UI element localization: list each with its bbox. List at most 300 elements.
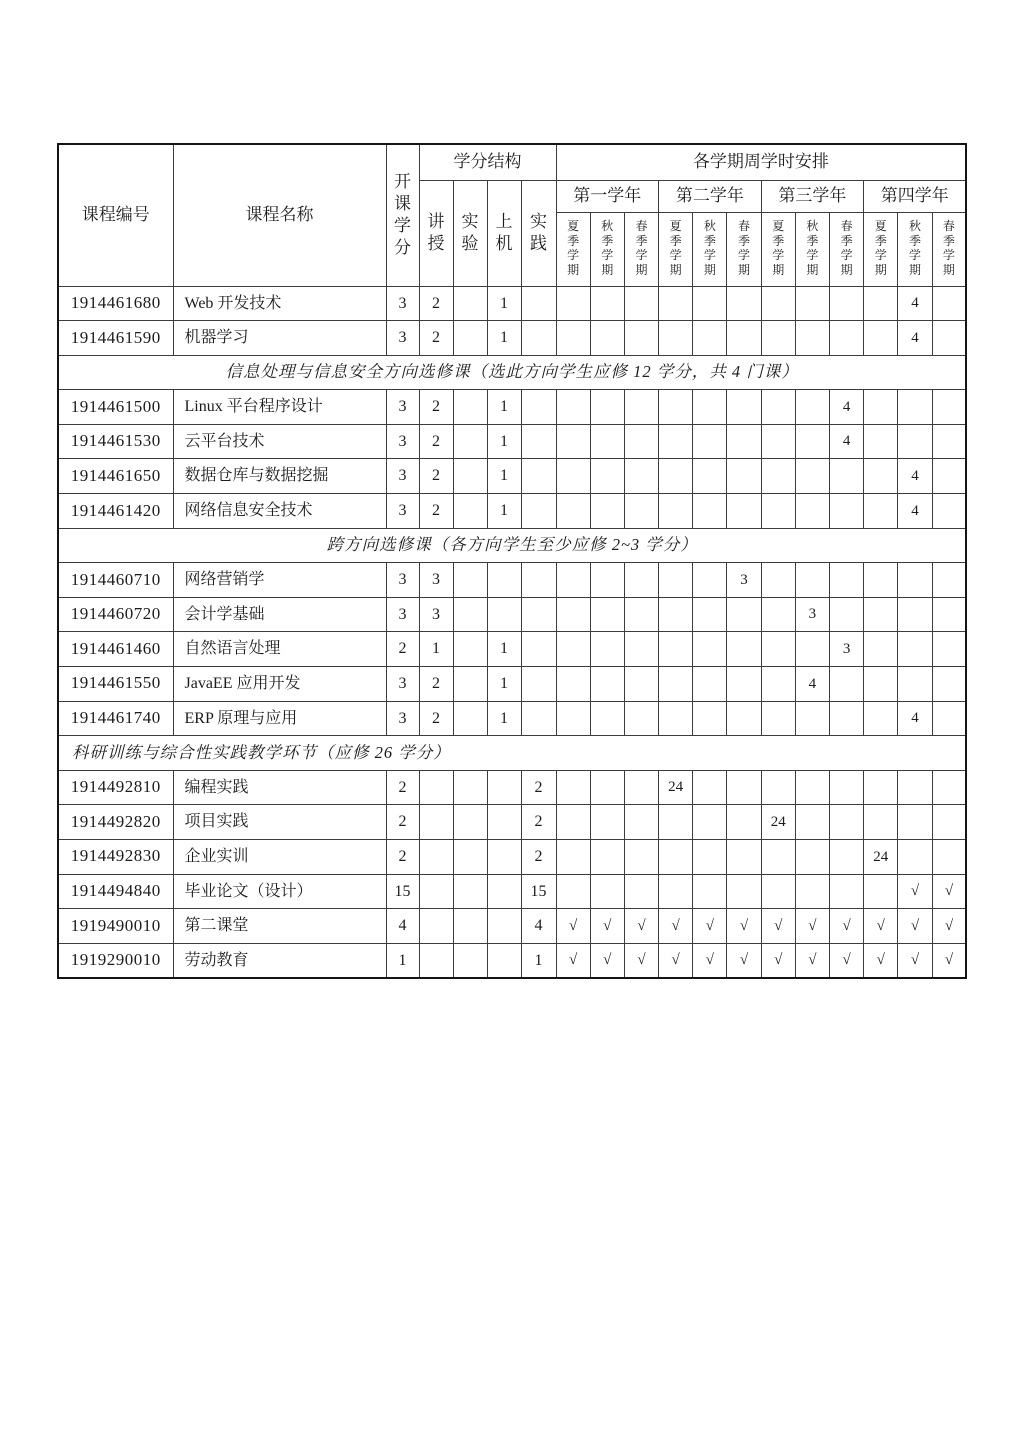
- semester-hours-cell: [727, 805, 761, 840]
- practice-credit-cell: [521, 632, 556, 667]
- course-row: [58, 494, 966, 529]
- header-lecture-label: 讲授: [427, 211, 445, 253]
- semester-hours-cell: √: [659, 909, 693, 944]
- lecture-credit-cell: [419, 874, 453, 909]
- semester-hours-cell: [898, 632, 932, 667]
- experiment-credit-cell: [453, 667, 487, 702]
- semester-hours-cell: [761, 563, 795, 598]
- semester-hours-cell: [693, 805, 727, 840]
- semester-hours-cell: [761, 701, 795, 736]
- header-semester: [727, 212, 761, 286]
- header-semester: [830, 212, 864, 286]
- semester-hours-cell: [761, 667, 795, 702]
- semester-hours-cell: [659, 597, 693, 632]
- header-semester-label: 秋季学期: [703, 219, 716, 278]
- header-practice: [521, 180, 556, 286]
- semester-hours-cell: [830, 770, 864, 805]
- semester-hours-cell: [693, 563, 727, 598]
- semester-hours-cell: [693, 632, 727, 667]
- course-id-cell: 1914492810: [58, 770, 173, 805]
- course-id-cell: 1914461460: [58, 632, 173, 667]
- semester-hours-cell: [761, 424, 795, 459]
- practice-credit-cell: 2: [521, 770, 556, 805]
- course-row: [58, 321, 966, 356]
- semester-hours-cell: [761, 494, 795, 529]
- semester-hours-cell: √: [898, 909, 932, 944]
- semester-hours-cell: [727, 667, 761, 702]
- semester-hours-cell: [693, 424, 727, 459]
- semester-hours-cell: [624, 424, 658, 459]
- semester-hours-cell: [864, 459, 898, 494]
- course-id-cell: 1914461680: [58, 286, 173, 321]
- semester-hours-cell: [590, 597, 624, 632]
- semester-hours-cell: [761, 459, 795, 494]
- credits-cell: 3: [386, 494, 419, 529]
- semester-hours-cell: [795, 286, 829, 321]
- semester-hours-cell: [659, 424, 693, 459]
- semester-hours-cell: [727, 424, 761, 459]
- semester-hours-cell: [830, 494, 864, 529]
- course-row: [58, 943, 966, 978]
- lecture-credit-cell: [419, 909, 453, 944]
- computer-credit-cell: 1: [487, 494, 521, 529]
- semester-hours-cell: [864, 632, 898, 667]
- course-name-cell: 企业实训: [173, 840, 386, 875]
- lecture-credit-cell: 2: [419, 701, 453, 736]
- practice-credit-cell: [521, 286, 556, 321]
- semester-hours-cell: [932, 459, 966, 494]
- practice-credit-cell: [521, 563, 556, 598]
- semester-hours-cell: √: [761, 943, 795, 978]
- lecture-credit-cell: 3: [419, 597, 453, 632]
- course-row: [58, 701, 966, 736]
- semester-hours-cell: [898, 667, 932, 702]
- header-semester: [864, 212, 898, 286]
- header-credit-structure: 学分结构: [419, 144, 556, 180]
- semester-hours-cell: [932, 563, 966, 598]
- semester-hours-cell: [693, 770, 727, 805]
- header-semester-label: 夏季学期: [669, 219, 682, 278]
- experiment-credit-cell: [453, 390, 487, 425]
- header-semester-label: 春季学期: [738, 219, 751, 278]
- semester-hours-cell: [590, 667, 624, 702]
- semester-hours-cell: [727, 597, 761, 632]
- semester-hours-cell: [659, 286, 693, 321]
- semester-hours-cell: [624, 840, 658, 875]
- semester-hours-cell: [932, 667, 966, 702]
- semester-hours-cell: [864, 494, 898, 529]
- semester-hours-cell: [761, 632, 795, 667]
- course-row: [58, 874, 966, 909]
- computer-credit-cell: [487, 597, 521, 632]
- semester-hours-cell: [727, 459, 761, 494]
- practice-credit-cell: [521, 321, 556, 356]
- course-row: [58, 390, 966, 425]
- credits-cell: 3: [386, 390, 419, 425]
- semester-hours-cell: [693, 390, 727, 425]
- semester-hours-cell: √: [932, 874, 966, 909]
- course-id-cell: 1914460710: [58, 563, 173, 598]
- semester-hours-cell: √: [864, 909, 898, 944]
- semester-hours-cell: 4: [898, 701, 932, 736]
- computer-credit-cell: [487, 874, 521, 909]
- semester-hours-cell: [898, 390, 932, 425]
- semester-hours-cell: [830, 805, 864, 840]
- semester-hours-cell: [659, 321, 693, 356]
- lecture-credit-cell: 2: [419, 424, 453, 459]
- header-semester-label: 春季学期: [840, 219, 853, 278]
- semester-hours-cell: 3: [795, 597, 829, 632]
- credits-cell: 3: [386, 701, 419, 736]
- semester-hours-cell: [659, 874, 693, 909]
- header-course-id: 课程编号: [58, 144, 173, 286]
- semester-hours-cell: [659, 390, 693, 425]
- semester-hours-cell: [659, 701, 693, 736]
- semester-hours-cell: 24: [864, 840, 898, 875]
- computer-credit-cell: 1: [487, 459, 521, 494]
- semester-hours-cell: √: [932, 943, 966, 978]
- semester-hours-cell: [556, 805, 590, 840]
- semester-hours-cell: 4: [898, 321, 932, 356]
- semester-hours-cell: [898, 770, 932, 805]
- credits-cell: 2: [386, 840, 419, 875]
- semester-hours-cell: [693, 494, 727, 529]
- practice-credit-cell: 4: [521, 909, 556, 944]
- semester-hours-cell: [864, 770, 898, 805]
- computer-credit-cell: [487, 840, 521, 875]
- practice-credit-cell: [521, 390, 556, 425]
- lecture-credit-cell: 1: [419, 632, 453, 667]
- course-row: [58, 770, 966, 805]
- semester-hours-cell: 4: [830, 390, 864, 425]
- semester-hours-cell: [624, 494, 658, 529]
- credits-cell: 2: [386, 805, 419, 840]
- semester-hours-cell: [932, 390, 966, 425]
- semester-hours-cell: [864, 390, 898, 425]
- semester-hours-cell: [659, 632, 693, 667]
- header-semester: [659, 212, 693, 286]
- course-id-cell: 1914461590: [58, 321, 173, 356]
- course-name-cell: 毕业论文（设计）: [173, 874, 386, 909]
- semester-hours-cell: √: [898, 943, 932, 978]
- practice-credit-cell: 1: [521, 943, 556, 978]
- semester-hours-cell: [624, 563, 658, 598]
- header-semester-label: 春季学期: [635, 219, 648, 278]
- semester-hours-cell: [761, 286, 795, 321]
- computer-credit-cell: 1: [487, 424, 521, 459]
- semester-hours-cell: [795, 563, 829, 598]
- lecture-credit-cell: 2: [419, 459, 453, 494]
- semester-hours-cell: [590, 770, 624, 805]
- semester-hours-cell: [693, 597, 727, 632]
- course-id-cell: 1914461550: [58, 667, 173, 702]
- computer-credit-cell: 1: [487, 390, 521, 425]
- semester-hours-cell: √: [932, 909, 966, 944]
- semester-hours-cell: [590, 321, 624, 356]
- semester-hours-cell: √: [795, 909, 829, 944]
- practice-credit-cell: 2: [521, 805, 556, 840]
- semester-hours-cell: [864, 667, 898, 702]
- header-experiment-label: 实验: [461, 211, 479, 253]
- semester-hours-cell: [693, 874, 727, 909]
- semester-hours-cell: [693, 321, 727, 356]
- computer-credit-cell: 1: [487, 701, 521, 736]
- semester-hours-cell: [693, 840, 727, 875]
- semester-hours-cell: √: [624, 943, 658, 978]
- course-name-cell: 机器学习: [173, 321, 386, 356]
- semester-hours-cell: [795, 701, 829, 736]
- course-name-cell: 自然语言处理: [173, 632, 386, 667]
- lecture-credit-cell: [419, 943, 453, 978]
- semester-hours-cell: [830, 321, 864, 356]
- semester-hours-cell: [932, 632, 966, 667]
- semester-hours-cell: [864, 805, 898, 840]
- semester-hours-cell: [659, 840, 693, 875]
- semester-hours-cell: 24: [761, 805, 795, 840]
- semester-hours-cell: [727, 632, 761, 667]
- course-name-cell: JavaEE 应用开发: [173, 667, 386, 702]
- credits-cell: 3: [386, 667, 419, 702]
- semester-hours-cell: [795, 840, 829, 875]
- semester-hours-cell: [932, 701, 966, 736]
- header-semester: [624, 212, 658, 286]
- semester-hours-cell: [864, 286, 898, 321]
- semester-hours-cell: √: [761, 909, 795, 944]
- semester-hours-cell: √: [830, 909, 864, 944]
- semester-hours-cell: √: [659, 943, 693, 978]
- section-row: [58, 355, 966, 390]
- semester-hours-cell: [556, 321, 590, 356]
- semester-hours-cell: [624, 805, 658, 840]
- header-semester: [898, 212, 932, 286]
- credits-cell: 3: [386, 563, 419, 598]
- header-semester-label: 春季学期: [942, 219, 955, 278]
- semester-hours-cell: [795, 459, 829, 494]
- semester-hours-cell: [590, 459, 624, 494]
- practice-credit-cell: 15: [521, 874, 556, 909]
- practice-credit-cell: [521, 597, 556, 632]
- semester-hours-cell: [830, 286, 864, 321]
- course-id-cell: 1914492820: [58, 805, 173, 840]
- course-name-cell: 编程实践: [173, 770, 386, 805]
- semester-hours-cell: [830, 874, 864, 909]
- semester-hours-cell: √: [556, 943, 590, 978]
- semester-hours-cell: [693, 459, 727, 494]
- semester-hours-cell: [830, 597, 864, 632]
- semester-hours-cell: [898, 840, 932, 875]
- experiment-credit-cell: [453, 909, 487, 944]
- header-semester: [556, 212, 590, 286]
- semester-hours-cell: [761, 321, 795, 356]
- semester-hours-cell: [693, 701, 727, 736]
- section-label: 跨方向选修课（各方向学生至少应修 2~3 学分）: [58, 528, 966, 563]
- computer-credit-cell: [487, 909, 521, 944]
- semester-hours-cell: [864, 701, 898, 736]
- credits-cell: 15: [386, 874, 419, 909]
- lecture-credit-cell: 3: [419, 563, 453, 598]
- practice-credit-cell: [521, 701, 556, 736]
- semester-hours-cell: [659, 805, 693, 840]
- course-id-cell: 1919490010: [58, 909, 173, 944]
- semester-hours-cell: [556, 459, 590, 494]
- header-semester-label: 夏季学期: [772, 219, 785, 278]
- header-semester-label: 秋季学期: [806, 219, 819, 278]
- semester-hours-cell: [864, 563, 898, 598]
- experiment-credit-cell: [453, 459, 487, 494]
- header-semester-label: 夏季学期: [567, 219, 580, 278]
- header-year-4: 第四学年: [864, 180, 967, 212]
- course-row: [58, 286, 966, 321]
- semester-hours-cell: [556, 286, 590, 321]
- semester-hours-cell: √: [727, 909, 761, 944]
- header-credits: [386, 144, 419, 286]
- semester-hours-cell: [590, 390, 624, 425]
- semester-hours-cell: [864, 597, 898, 632]
- semester-hours-cell: 4: [795, 667, 829, 702]
- table-header: [58, 144, 966, 286]
- semester-hours-cell: [761, 840, 795, 875]
- header-semester-label: 夏季学期: [874, 219, 887, 278]
- header-semester: [761, 212, 795, 286]
- course-row: [58, 563, 966, 598]
- semester-hours-cell: [556, 667, 590, 702]
- semester-hours-cell: [624, 874, 658, 909]
- course-id-cell: 1914461420: [58, 494, 173, 529]
- semester-hours-cell: √: [727, 943, 761, 978]
- semester-hours-cell: [830, 563, 864, 598]
- lecture-credit-cell: 2: [419, 390, 453, 425]
- semester-hours-cell: [727, 701, 761, 736]
- experiment-credit-cell: [453, 805, 487, 840]
- semester-hours-cell: [556, 840, 590, 875]
- semester-hours-cell: [556, 770, 590, 805]
- semester-hours-cell: [795, 494, 829, 529]
- course-row: [58, 424, 966, 459]
- semester-hours-cell: [556, 494, 590, 529]
- curriculum-table: [57, 143, 967, 979]
- semester-hours-cell: [590, 286, 624, 321]
- semester-hours-cell: [590, 840, 624, 875]
- header-computer-label: 上机: [495, 211, 513, 253]
- practice-credit-cell: [521, 459, 556, 494]
- semester-hours-cell: √: [693, 943, 727, 978]
- credits-cell: 4: [386, 909, 419, 944]
- header-semester: [693, 212, 727, 286]
- course-name-cell: ERP 原理与应用: [173, 701, 386, 736]
- semester-hours-cell: [556, 390, 590, 425]
- semester-hours-cell: √: [693, 909, 727, 944]
- semester-hours-cell: [590, 632, 624, 667]
- credits-cell: 2: [386, 770, 419, 805]
- course-name-cell: 网络营销学: [173, 563, 386, 598]
- practice-credit-cell: [521, 667, 556, 702]
- semester-hours-cell: [727, 874, 761, 909]
- course-id-cell: 1914461650: [58, 459, 173, 494]
- semester-hours-cell: [556, 701, 590, 736]
- semester-hours-cell: [556, 874, 590, 909]
- semester-hours-cell: 4: [898, 494, 932, 529]
- practice-credit-cell: 2: [521, 840, 556, 875]
- course-name-cell: 网络信息安全技术: [173, 494, 386, 529]
- semester-hours-cell: [761, 390, 795, 425]
- course-id-cell: 1919290010: [58, 943, 173, 978]
- semester-hours-cell: [624, 321, 658, 356]
- semester-hours-cell: [932, 424, 966, 459]
- experiment-credit-cell: [453, 874, 487, 909]
- semester-hours-cell: [795, 805, 829, 840]
- credits-cell: 2: [386, 632, 419, 667]
- computer-credit-cell: [487, 563, 521, 598]
- semester-hours-cell: √: [864, 943, 898, 978]
- semester-hours-cell: [864, 874, 898, 909]
- semester-hours-cell: [898, 805, 932, 840]
- lecture-credit-cell: 2: [419, 321, 453, 356]
- section-label: 信息处理与信息安全方向选修课（选此方向学生应修 12 学分，共 4 门课）: [58, 355, 966, 390]
- semester-hours-cell: [693, 286, 727, 321]
- section-row: [58, 528, 966, 563]
- semester-hours-cell: 24: [659, 770, 693, 805]
- course-id-cell: 1914461740: [58, 701, 173, 736]
- header-semester-label: 秋季学期: [601, 219, 614, 278]
- semester-hours-cell: [932, 597, 966, 632]
- experiment-credit-cell: [453, 563, 487, 598]
- semester-hours-cell: [590, 563, 624, 598]
- course-row: [58, 909, 966, 944]
- semester-hours-cell: [864, 321, 898, 356]
- semester-hours-cell: [624, 770, 658, 805]
- experiment-credit-cell: [453, 494, 487, 529]
- semester-hours-cell: [727, 286, 761, 321]
- semester-hours-cell: [795, 390, 829, 425]
- header-semester: [932, 212, 966, 286]
- semester-hours-cell: [761, 597, 795, 632]
- semester-hours-cell: [727, 840, 761, 875]
- computer-credit-cell: 1: [487, 667, 521, 702]
- course-id-cell: 1914461530: [58, 424, 173, 459]
- experiment-credit-cell: [453, 701, 487, 736]
- credits-cell: 3: [386, 424, 419, 459]
- semester-hours-cell: [830, 701, 864, 736]
- semester-hours-cell: [932, 494, 966, 529]
- semester-hours-cell: [659, 459, 693, 494]
- semester-hours-cell: [864, 424, 898, 459]
- practice-credit-cell: [521, 424, 556, 459]
- computer-credit-cell: 1: [487, 286, 521, 321]
- lecture-credit-cell: [419, 840, 453, 875]
- semester-hours-cell: [761, 874, 795, 909]
- semester-hours-cell: [624, 701, 658, 736]
- header-course-name: 课程名称: [173, 144, 386, 286]
- header-computer: [487, 180, 521, 286]
- semester-hours-cell: [898, 424, 932, 459]
- semester-hours-cell: 3: [830, 632, 864, 667]
- semester-hours-cell: [830, 667, 864, 702]
- semester-hours-cell: [590, 494, 624, 529]
- semester-hours-cell: √: [590, 909, 624, 944]
- semester-hours-cell: [556, 563, 590, 598]
- header-semester: [590, 212, 624, 286]
- table-body: [58, 286, 966, 978]
- semester-hours-cell: [795, 632, 829, 667]
- course-row: [58, 632, 966, 667]
- computer-credit-cell: [487, 943, 521, 978]
- header-credits-label: 开课学分: [394, 172, 411, 258]
- header-practice-label: 实践: [530, 211, 547, 253]
- semester-hours-cell: [727, 494, 761, 529]
- credits-cell: 1: [386, 943, 419, 978]
- semester-hours-cell: 3: [727, 563, 761, 598]
- semester-hours-cell: [727, 770, 761, 805]
